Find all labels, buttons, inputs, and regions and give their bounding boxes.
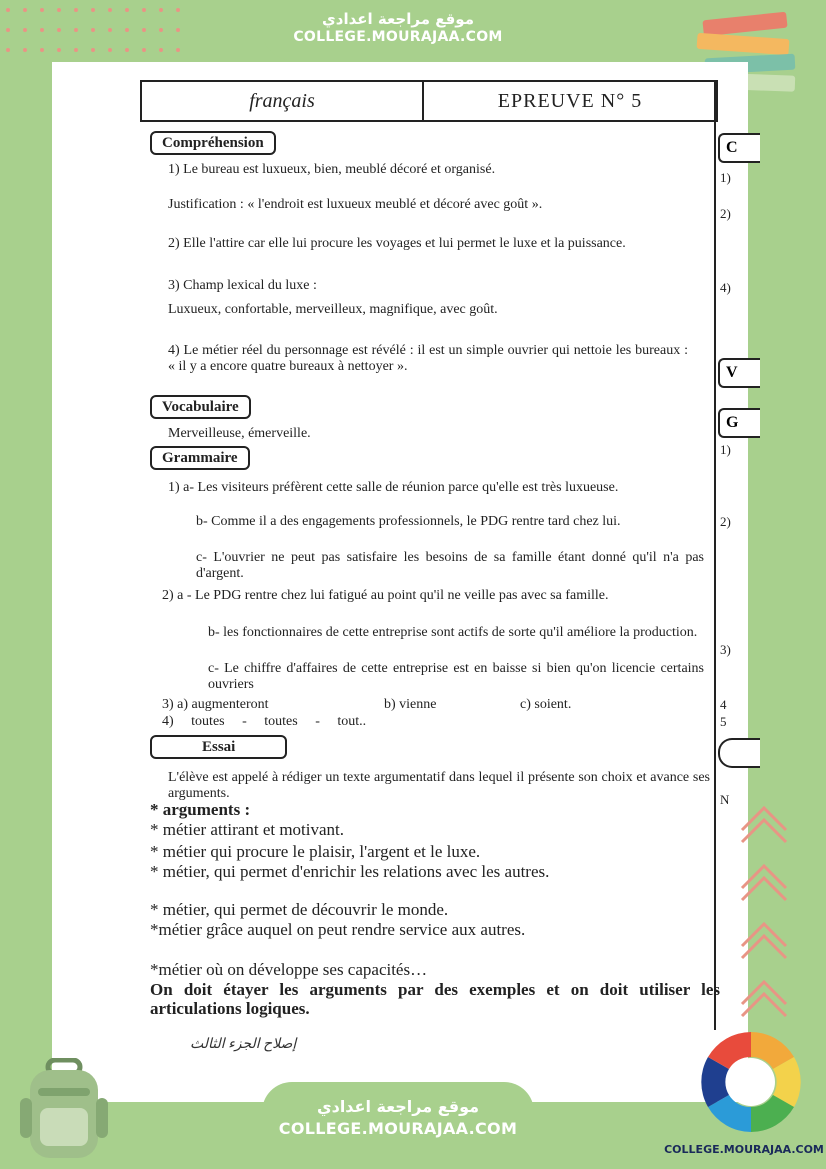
right-letter-n: N (720, 792, 730, 807)
column-divider (714, 80, 716, 1030)
decorative-dot (23, 28, 27, 32)
grammaire-line-7a: 3) a) augmenteront (162, 697, 269, 712)
site-logo-icon (693, 1030, 809, 1136)
subject-title: français (142, 82, 424, 120)
decorative-dot (74, 48, 78, 52)
decorative-dot (142, 48, 146, 52)
comprehension-line-5: Luxueux, confortable, merveilleux, magnifique, avec goût. (168, 302, 498, 317)
decorative-dot (57, 28, 61, 32)
section-comprehension: Compréhension (150, 131, 276, 155)
comprehension-line-6: 4) Le métier réel du personnage est révélé : il est un simple ouvrier qui nettoie les bureaux : « il y a encore quatre bureaux à nettoyer ». (168, 343, 688, 374)
right-number-4b: 4 (720, 697, 727, 712)
section-essai: Essai (150, 735, 287, 759)
decorative-dot (108, 8, 112, 12)
vocabulaire-line-1: Merveilleuse, émerveille. (168, 426, 311, 441)
essai-line-6: * métier, qui permet de découvrir le monde. (150, 900, 449, 919)
grammaire-line-7b: b) vienne (384, 697, 437, 712)
decorative-dot (142, 28, 146, 32)
comprehension-line-1: 1) Le bureau est luxueux, bien, meublé décoré et organisé. (168, 162, 496, 177)
decorative-dot (142, 8, 146, 12)
right-section-box-1: C (718, 133, 760, 163)
grammaire-line-1: 1) a- Les visiteurs préfèrent cette salle de réunion parce qu'elle est très luxueuse. (168, 480, 619, 495)
decorative-dot (159, 48, 163, 52)
comprehension-line-4: 3) Champ lexical du luxe : (168, 278, 317, 293)
decorative-dot (6, 28, 10, 32)
right-number-1b: 1) (720, 442, 731, 457)
decorative-dot (108, 28, 112, 32)
decorative-dot (176, 28, 180, 32)
decorative-dot (6, 48, 10, 52)
site-arabic-name-bottom: موقع مراجعة اعدادي (316, 1097, 480, 1116)
essai-line-1: L'élève est appelé à rédiger un texte argumentatif dans lequel il présente son choix et avance ses arguments. (168, 770, 710, 801)
chevron-up-icon (734, 964, 794, 1024)
decorative-dot (6, 8, 10, 12)
decorative-dot (125, 8, 129, 12)
essai-line-2: * arguments : (150, 800, 251, 819)
essai-line-5: * métier, qui permet d'enrichir les relations avec les autres. (150, 862, 550, 881)
site-domain: COLLEGE.MOURAJAA.COM (293, 29, 503, 45)
comprehension-line-2: Justification : « l'endroit est luxueux meublé et décoré avec goût ». (168, 197, 543, 212)
decorative-dot (176, 48, 180, 52)
decorative-dots (0, 0, 200, 58)
right-section-box-2: V (718, 358, 760, 388)
epreuve-title: EPREUVE N° 5 (497, 90, 643, 112)
decorative-dot (74, 28, 78, 32)
right-number-5b: 5 (720, 714, 727, 729)
right-number-2: 2) (720, 206, 731, 221)
site-logo-text: COLLEGE.MOURAJAA.COM (664, 1143, 824, 1156)
grammaire-line-3: c- L'ouvrier ne peut pas satisfaire les besoins de sa famille étant donné qu'il n'a pas d'argent. (196, 550, 704, 581)
decorative-dot (159, 28, 163, 32)
decorative-dot (74, 8, 78, 12)
decorative-dot (125, 48, 129, 52)
essai-line-8: *métier où on développe ses capacités… (150, 960, 428, 979)
decorative-dot (40, 48, 44, 52)
right-number-2b: 2) (720, 514, 731, 529)
decorative-dot (57, 8, 61, 12)
grammaire-line-4: 2) a - Le PDG rentre chez lui fatigué au point qu'il ne veille pas avec sa famille. (162, 588, 609, 603)
decorative-dot (40, 8, 44, 12)
decorative-dot (23, 48, 27, 52)
section-grammaire: Grammaire (150, 446, 250, 470)
chevron-up-icon (734, 848, 794, 908)
essai-line-3: * métier attirant et motivant. (150, 820, 345, 839)
site-arabic-name: موقع مراجعة اعدادي (322, 10, 474, 28)
essai-line-7: *métier grâce auquel on peut rendre service aux autres. (150, 920, 526, 939)
chevron-up-icon (734, 906, 794, 966)
site-banner-top[interactable] (262, 0, 534, 60)
decorative-dot (91, 8, 95, 12)
right-number-3b: 3) (720, 642, 731, 657)
grammaire-line-5: b- les fonctionnaires de cette entreprise sont actifs de sorte qu'il améliore la production. (208, 625, 698, 640)
decorative-dot (57, 48, 61, 52)
chevron-up-icon (734, 790, 794, 850)
decorative-dot (40, 28, 44, 32)
site-banner-bottom[interactable] (262, 1082, 534, 1169)
right-section-box-3: G (718, 408, 760, 438)
decorative-dot (108, 48, 112, 52)
grammaire-line-8: 4) toutes - toutes - tout.. (162, 714, 367, 729)
section-vocabulaire: Vocabulaire (150, 395, 251, 419)
grammaire-line-7c: c) soient. (520, 697, 572, 712)
backpack-icon (18, 1058, 110, 1162)
decorative-dot (91, 48, 95, 52)
right-number-4: 4) (720, 280, 731, 295)
site-domain-bottom: COLLEGE.MOURAJAA.COM (278, 1119, 518, 1138)
essai-line-9: On doit étayer les arguments par des exemples et on doit utiliser les articulations logiques. (150, 980, 720, 1018)
decorative-dot (176, 8, 180, 12)
right-section-box-4 (718, 738, 760, 768)
grammaire-line-2: b- Comme il a des engagements professionnels, le PDG rentre tard chez lui. (196, 514, 621, 529)
decorative-dot (91, 28, 95, 32)
exam-header (140, 80, 718, 122)
grammaire-line-6: c- Le chiffre d'affaires de cette entreprise est en baisse si bien qu'on licencie certains ouvriers (208, 661, 704, 692)
decorative-dot (159, 8, 163, 12)
decorative-dot (125, 28, 129, 32)
comprehension-line-3: 2) Elle l'attire car elle lui procure les voyages et lui permet le luxe et la puissance. (168, 236, 626, 251)
essai-line-4: * métier qui procure le plaisir, l'argent et le luxe. (150, 842, 481, 861)
handwritten-signature: إصلاح الجزء الثالث (190, 1037, 297, 1052)
right-number-1: 1) (720, 170, 731, 185)
decorative-dot (23, 8, 27, 12)
exam-sheet (138, 80, 728, 1030)
